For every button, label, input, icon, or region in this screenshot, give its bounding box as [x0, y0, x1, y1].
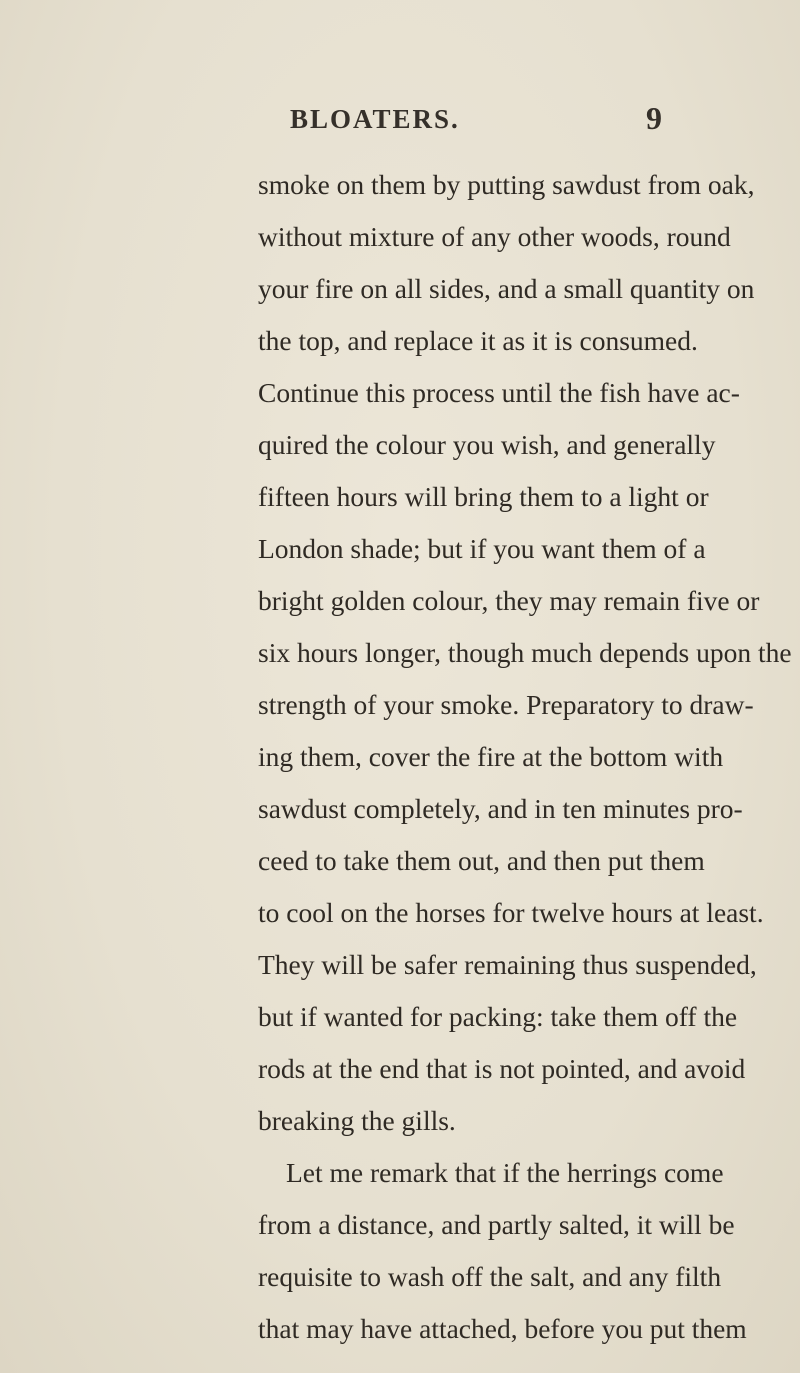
text-line: strength of your smoke. Preparatory to draw-	[258, 689, 754, 720]
running-head-title: BLOATERS.	[290, 104, 460, 134]
text-line: They will be safer remaining thus suspended,	[258, 949, 757, 980]
text-line: bright golden colour, they may remain five or	[258, 585, 760, 616]
text-line: from a distance, and partly salted, it will be	[258, 1209, 735, 1240]
text-line: London shade; but if you want them of a	[258, 533, 706, 564]
text-line: ceed to take them out, and then put them	[258, 845, 705, 876]
text-line: ing them, cover the fire at the bottom with	[258, 741, 724, 772]
text-line: that may have attached, before you put them	[258, 1313, 747, 1344]
text-line: requisite to wash off the salt, and any filth	[258, 1261, 722, 1292]
text-line: the top, and replace it as it is consumed.	[258, 325, 698, 356]
text-line: but if wanted for packing: take them off the	[258, 1001, 738, 1032]
text-line: smoke on them by putting sawdust from oak,	[258, 169, 755, 200]
text-line: Let me remark that if the herrings come	[286, 1157, 724, 1188]
page-number: 9	[646, 100, 662, 136]
text-line: six hours longer, though much depends upon the	[258, 637, 792, 668]
text-line: rods at the end that is not pointed, and avoid	[258, 1053, 746, 1084]
text-line: sawdust completely, and in ten minutes pro-	[258, 793, 743, 824]
text-line: Continue this process until the fish have ac-	[258, 377, 740, 408]
text-line: breaking the gills.	[258, 1105, 456, 1136]
text-line: fifteen hours will bring them to a light or	[258, 481, 709, 512]
text-line: quired the colour you wish, and generally	[258, 429, 716, 460]
running-head	[0, 100, 800, 144]
text-line: to cool on the horses for twelve hours at least.	[258, 897, 764, 928]
text-line: your fire on all sides, and a small quantity on	[258, 273, 755, 304]
text-line: without mixture of any other woods, round	[258, 221, 731, 252]
